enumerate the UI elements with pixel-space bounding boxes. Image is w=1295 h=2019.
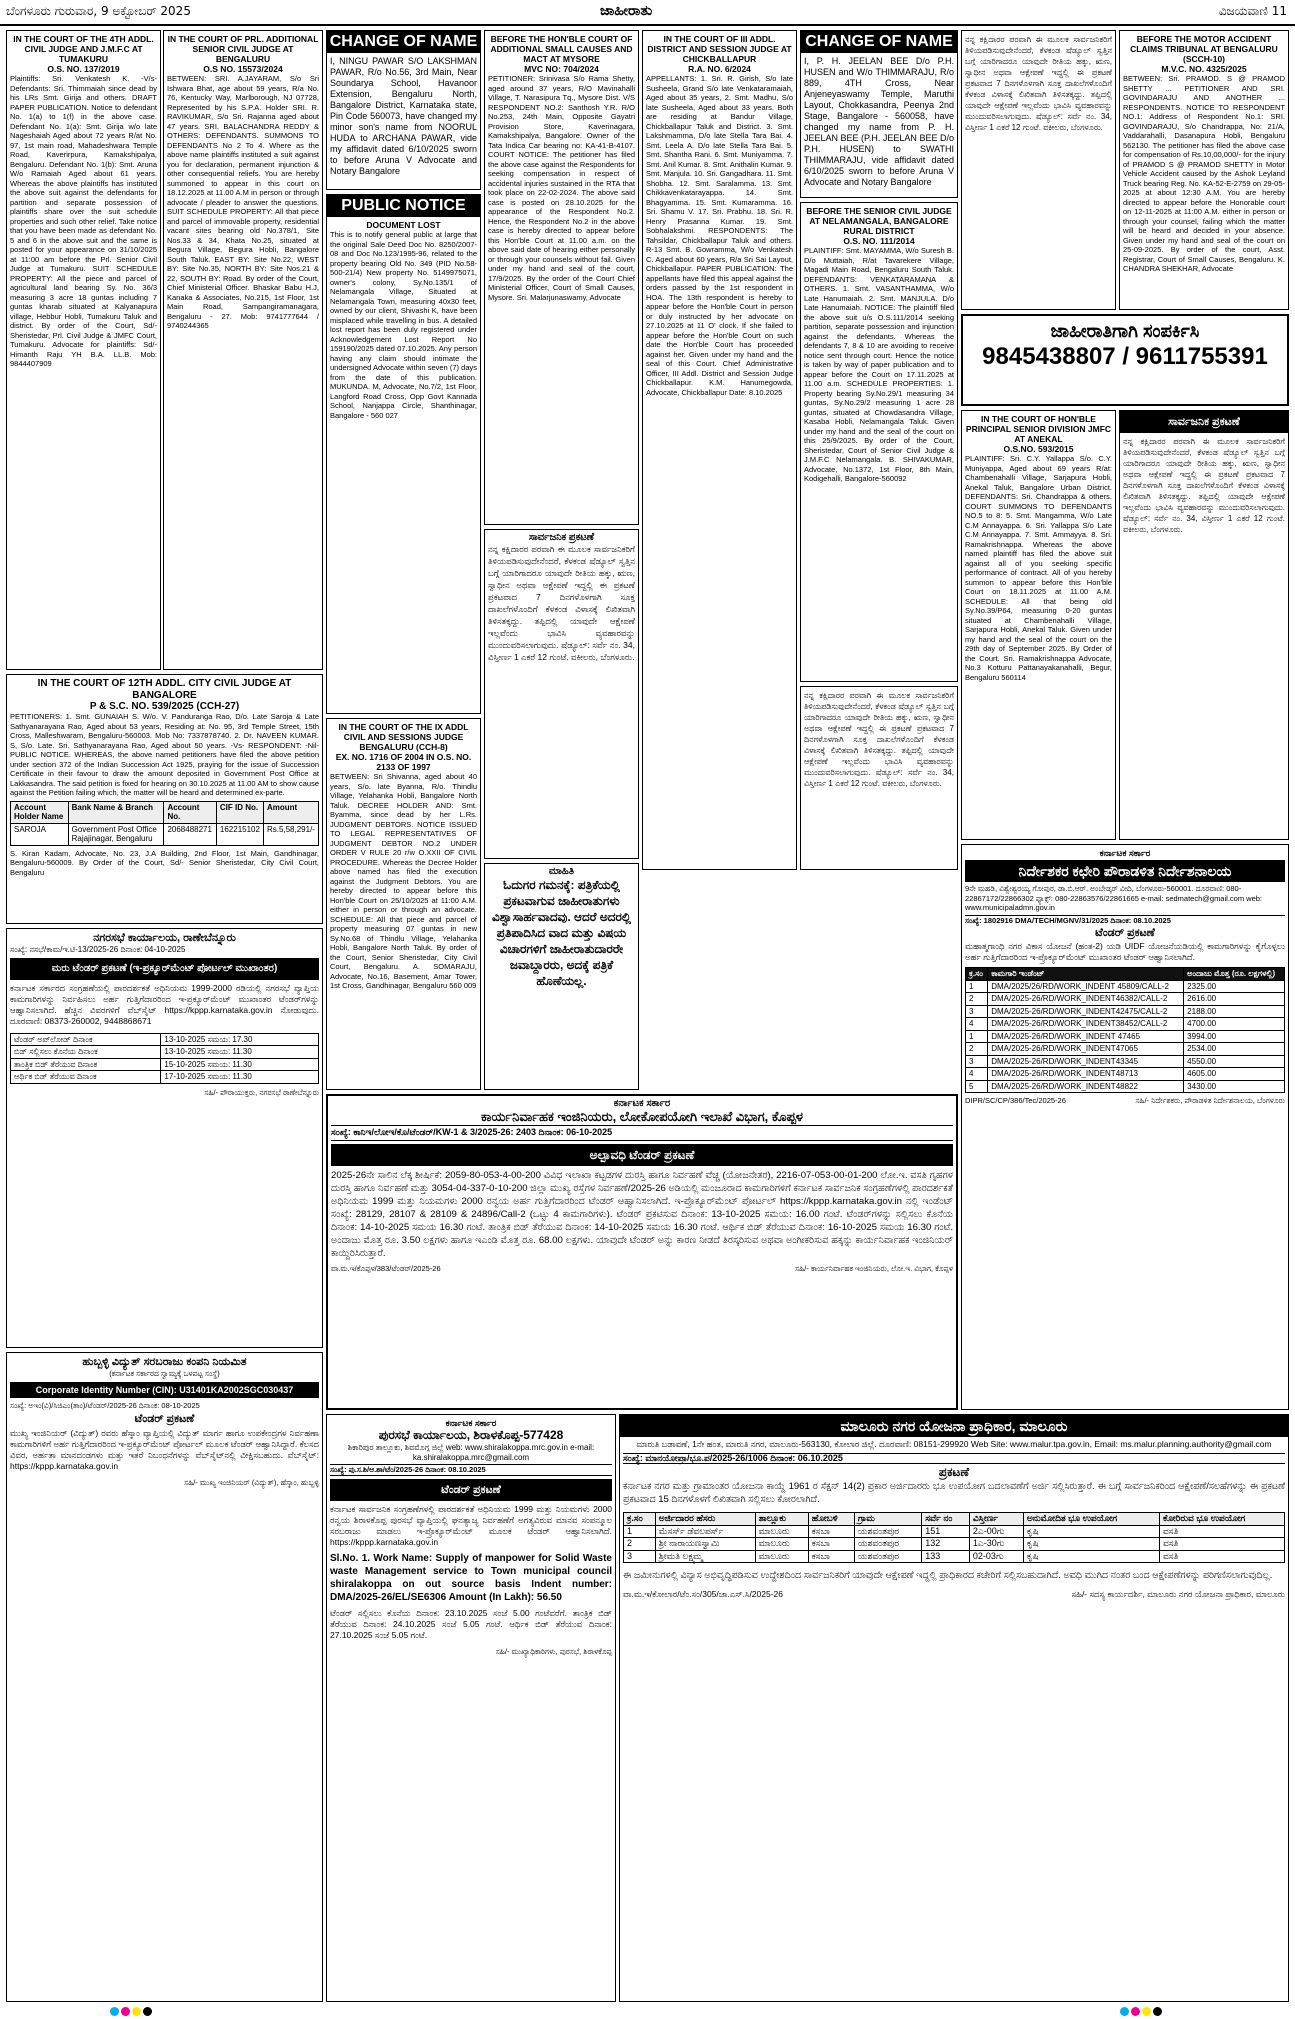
ad-case: MVC NO: 704/2024	[524, 64, 599, 74]
table-cell: 5	[966, 1080, 988, 1093]
advertise-contact-box	[961, 314, 1289, 406]
notice-malur-planning	[619, 1414, 1289, 2002]
ad-title: ಕರ್ನಾಟಕ ಸರ್ಕಾರ	[1099, 848, 1151, 858]
table-cell: ವಸತಿ	[1159, 1538, 1284, 1551]
ad-title: ಮಾಹಿತಿ	[548, 866, 575, 877]
ad-ref: ಸಂಖ್ಯೆ: ಅಇಂ(ವಿ)/ಸಿಜಿಎಂ(ತಾಂ)/ಟೆಂಡರ್/2025-26 ದಿನಾಂಕ: 08-10-2025	[10, 1400, 200, 1410]
table-cell: ಆರ್ಥಿಕ ಬಿಡ್ ತೆರೆಯುವ ದಿನಾಂಕ	[11, 1071, 161, 1084]
ad-body-2: ಈ ಜಮೀನುಗಳಲ್ಲಿ ವಿನ್ಯಾಸ ಅಭಿವೃದ್ಧಿಪಡಿಸುವ ಉದ್ದೇಶದಿಂದ ಸಾರ್ವಜನಿಕರಿಗೆ ಯಾವುದೇ ಆಕ್ಷೇಪಣೆ ಇದ್ದಲ್ಲಿ ಪ್ರಾಧಿಕಾರದ ಕಚೇರಿಗೆ ಸಲ್ಲಿಸಬಹುದಾಗಿದೆ. ಅವಧಿ ಮುಗಿದ ನಂತರ ಬಂದ ಆಕ್ಷೇಪಣೆಗಳನ್ನು ಪರಿಗಣಿಸಲಾಗುವುದಿಲ್ಲ.	[623, 1570, 1273, 1581]
ad-case: O.S.NO. 593/2015	[1003, 444, 1074, 454]
table-cell: 2188.00	[1184, 1005, 1285, 1018]
table-cell: DMA/2025-26/RD/WORK_INDENT48822	[988, 1080, 1184, 1093]
cyan-dot	[1120, 2007, 1129, 2016]
table-header-cell: ಕಾಮಗಾರಿ ಇಂಡೆಂಟ್	[988, 968, 1184, 981]
ad-body: ನನ್ನ ಕಕ್ಷಿದಾರರ ಪರವಾಗಿ ಈ ಮೂಲಕ ಸಾರ್ವಜನಿಕರಿಗೆ ತಿಳಿಯಪಡಿಸುವುದೇನೆಂದರೆ, ಕೆಳಕಂಡ ಷೆಡ್ಯೂಲ್ ಸ್ವತ್ತಿನ ಬಗ್ಗೆ ಯಾರಿಗಾದರೂ ಯಾವುದೇ ರೀತಿಯ ಹಕ್ಕು, ಋಣ, ಸ್ವಾಧೀನ ಅಥವಾ ಆಕ್ಷೇಪಣೆ ಇದ್ದಲ್ಲಿ ಈ ಪ್ರಕಟಣೆ ಪ್ರಕಟವಾದ 7 ದಿನಗಳೊಳಗಾಗಿ ಸೂಕ್ತ ದಾಖಲೆಗಳೊಂದಿಗೆ ಕೆಳಕಂಡ ವಿಳಾಸಕ್ಕೆ ಲಿಖಿತವಾಗಿ ತಿಳಿಸತಕ್ಕದ್ದು. ತಪ್ಪಿದಲ್ಲಿ ಯಾವುದೇ ಆಕ್ಷೇಪಣೆ ಇಲ್ಲವೆಂದು ಭಾವಿಸಿ ವ್ಯವಹಾರವನ್ನು ಮುಂದುವರಿಸಲಾಗುವುದು. ಷೆಡ್ಯೂಲ್: ಸರ್ವೆ ನಂ. 34, ವಿಸ್ತೀರ್ಣ 1 ಎಕರೆ 12 ಗುಂಟೆ. ವಕೀಲರು, ಬೆಂಗಳೂರು.	[1123, 437, 1285, 534]
table-header-cell: Amount	[263, 801, 318, 823]
ad-title: ಜಾಹೀರಾತಿಗಾಗಿ ಸಂಪರ್ಕಿಸಿ	[1050, 321, 1200, 341]
masthead-paper: ವಿಜಯವಾಣಿ 11	[1218, 4, 1287, 18]
ad-title: ಕರ್ನಾಟಕ ಸರ್ಕಾರ	[613, 1098, 671, 1109]
table-cell: 2	[966, 993, 988, 1006]
ad-ref: ಸಂಖ್ಯೆ: ಕಾನಿಇ/ಲೋಇ/ಕೊ/ಟೆಂಡರ್/KW-1 & 3/2025-26: 2403 ದಿನಾಂಕ: 06-10-2025	[331, 1125, 953, 1141]
table-cell: 4	[966, 1068, 988, 1081]
ad-case: P & S.C. NO. 539/2025 (CCH-27)	[89, 701, 240, 712]
account-table	[10, 801, 319, 846]
court-notice-bengaluru	[163, 30, 323, 670]
table-cell: ತಾಂತ್ರಿಕ ಬಿಡ್ ತೆರೆಯುವ ದಿನಾಂಕ	[11, 1058, 161, 1071]
ad-body: ನನ್ನ ಕಕ್ಷಿದಾರರ ಪರವಾಗಿ ಈ ಮೂಲಕ ಸಾರ್ವಜನಿಕರಿಗೆ ತಿಳಿಯಪಡಿಸುವುದೇನೆಂದರೆ, ಕೆಳಕಂಡ ಷೆಡ್ಯೂಲ್ ಸ್ವತ್ತಿನ ಬಗ್ಗೆ ಯಾರಿಗಾದರೂ ಯಾವುದೇ ರೀತಿಯ ಹಕ್ಕು, ಋಣ, ಸ್ವಾಧೀನ ಅಥವಾ ಆಕ್ಷೇಪಣೆ ಇದ್ದಲ್ಲಿ ಈ ಪ್ರಕಟಣೆ ಪ್ರಕಟವಾದ 7 ದಿನಗಳೊಳಗಾಗಿ ಸೂಕ್ತ ದಾಖಲೆಗಳೊಂದಿಗೆ ಕೆಳಕಂಡ ವಿಳಾಸಕ್ಕೆ ಲಿಖಿತವಾಗಿ ತಿಳಿಸತಕ್ಕದ್ದು. ತಪ್ಪಿದಲ್ಲಿ ಯಾವುದೇ ಆಕ್ಷೇಪಣೆ ಇಲ್ಲವೆಂದು ಭಾವಿಸಿ ವ್ಯವಹಾರವನ್ನು ಮುಂದುವರಿಸಲಾಗುವುದು. ಷೆಡ್ಯೂಲ್: ಸರ್ವೆ ನಂ. 34, ವಿಸ್ತೀರ್ಣ 1 ಎಕರೆ 12 ಗುಂಟೆ. ವಕೀಲರು, ಬೆಂಗಳೂರು.	[965, 35, 1112, 132]
ad-address: 9ನೇ ಮಹಡಿ, ವಿಶ್ವೇಶ್ವರಯ್ಯ ಗೋಪುರ, ಡಾ.ಬಿ.ಆರ್. ಅಂಬೇಡ್ಕರ್ ವೀದಿ, ಬೆಂಗಳೂರು-560001. ದೂರವಾಣಿ: 080-22867172/22866302 ಫ್ಯಾಕ್ಸ್: 080-22863576/22861665 e-mail: sedmatech@gmail.com web: www.municipaladmn.gov.in	[965, 884, 1262, 912]
table-cell: DMA/2025-26/RD/WORK_INDENT46382/CALL-2	[988, 993, 1184, 1006]
table-cell: ಯಶವಂತಪುರ	[854, 1550, 921, 1563]
ad-signature: ಸಹಿ/- ಪೌರಾಯುಕ್ತರು, ನಗರಸಭೆ ರಾಣೇಬೆನ್ನೂರು	[204, 1087, 319, 1097]
court-notice-nelamangala	[800, 202, 958, 682]
ad-signature: ಸಹಿ/- ನಿರ್ದೇಶಕರು, ಪೌರಾಡಳಿತ ನಿರ್ದೇಶನಾಲಯ, ಬೆಂಗಳೂರು	[1135, 1096, 1285, 1105]
ad-address: ಶಿಕಾರಿಪುರ ತಾಲ್ಲೂಕು, ಶಿವಮೊಗ್ಗ ಜಿಲ್ಲೆ web: www.shiralakoppa.mrc.gov.in e-mail: ka.shiralakoppa.mrc@gmail.com	[347, 1443, 595, 1462]
table-header-cell: ಅಂದಾಜು ಮೊತ್ತ (ರೂ. ಲಕ್ಷಗಳಲ್ಲಿ)	[1184, 968, 1285, 981]
ad-title: IN THE COURT OF THE IX ADDL CIVIL AND SESSIONS JUDGE BENGALURU (CCH-8)	[338, 722, 469, 752]
table-cell: ಕೃಷಿ	[1023, 1550, 1159, 1563]
ad-body: ನನ್ನ ಕಕ್ಷಿದಾರರ ಪರವಾಗಿ ಈ ಮೂಲಕ ಸಾರ್ವಜನಿಕರಿಗೆ ತಿಳಿಯಪಡಿಸುವುದೇನೆಂದರೆ, ಕೆಳಕಂಡ ಷೆಡ್ಯೂಲ್ ಸ್ವತ್ತಿನ ಬಗ್ಗೆ ಯಾರಿಗಾದರೂ ಯಾವುದೇ ರೀತಿಯ ಹಕ್ಕು, ಋಣ, ಸ್ವಾಧೀನ ಅಥವಾ ಆಕ್ಷೇಪಣೆ ಇದ್ದಲ್ಲಿ ಈ ಪ್ರಕಟಣೆ ಪ್ರಕಟವಾದ 7 ದಿನಗಳೊಳಗಾಗಿ ಸೂಕ್ತ ದಾಖಲೆಗಳೊಂದಿಗೆ ಕೆಳಕಂಡ ವಿಳಾಸಕ್ಕೆ ಲಿಖಿತವಾಗಿ ತಿಳಿಸತಕ್ಕದ್ದು. ತಪ್ಪಿದಲ್ಲಿ ಯಾವುದೇ ಆಕ್ಷೇಪಣೆ ಇಲ್ಲವೆಂದು ಭಾವಿಸಿ ವ್ಯವಹಾರವನ್ನು ಮುಂದುವರಿಸಲಾಗುವುದು. ಷೆಡ್ಯೂಲ್: ಸರ್ವೆ ನಂ. 34, ವಿಸ್ತೀರ್ಣ 1 ಎಕರೆ 12 ಗುಂಟೆ. ವಕೀಲರು, ಬೆಂಗಳೂರು.	[488, 544, 635, 662]
table-cell: 3	[966, 1005, 988, 1018]
tender-hescom	[6, 1352, 323, 2002]
table-cell: ಮಾಲೂರು	[755, 1538, 808, 1551]
table-cell: Rs.5,58,291/-	[263, 823, 318, 845]
table-cell: 3430.00	[1184, 1080, 1285, 1093]
cyan-dot	[110, 2007, 119, 2016]
table-header-cell: ಕ್ರ.ಸಂ	[966, 968, 988, 981]
table-cell: 1ಎ-30ಗು	[969, 1538, 1023, 1551]
print-registration-marks	[0, 2005, 1295, 2019]
ad-body: ಕರ್ನಾಟಕ ಸಾರ್ವಜನಿಕ ಸಂಗ್ರಹಣೆಗಳಲ್ಲಿ ಪಾರದರ್ಶಕತೆ ಅಧಿನಿಯಮ 1999 ಮತ್ತು ನಿಯಮಗಳು 2000 ರನ್ವಯ ಶಿರಾಳಕೊಪ್ಪ ಪುರಸಭೆ ವ್ಯಾಪ್ತಿಯಲ್ಲಿ ಘನತ್ಯಾಜ್ಯ ನಿರ್ವಹಣೆಗೆ ಅಗತ್ಯವಿರುವ ಮಾನವ ಸಂಪನ್ಮೂಲ ಸರಬರಾಜು ಮಾಡಲು ಇ-ಪ್ರೊಕ್ಯೂರ್‌ಮೆಂಟ್ ಮೂಲಕ ಟೆಂಡರ್ ಆಹ್ವಾನಿಸಲಾಗಿದೆ. https://kppp.karnataka.gov.in	[330, 1503, 612, 1547]
table-cell: ಮಾಲೂರು	[755, 1525, 808, 1538]
table-row	[11, 1071, 319, 1084]
court-notice-succession	[6, 674, 323, 924]
ad-heading: ಅಲ್ಪಾವಧಿ ಟೆಂಡರ್ ಪ್ರಕಟಣೆ	[331, 1144, 953, 1166]
table-row	[966, 1055, 1285, 1068]
table-cell: 2325.00	[1184, 980, 1285, 993]
ad-title: IN THE COURT OF PRL. ADDITIONAL SENIOR CIVIL JUDGE AT BENGALURU	[167, 34, 319, 64]
table-cell: 3994.00	[1184, 1030, 1285, 1043]
tender-shiralakoppa	[326, 1414, 616, 2002]
court-notice-anekal	[961, 410, 1116, 840]
table-cell: 4605.00	[1184, 1068, 1285, 1081]
table-header-cell: Account No.	[164, 801, 216, 823]
public-notice-document-lost	[326, 194, 481, 714]
table-cell: 2534.00	[1184, 1043, 1285, 1056]
table-cell: ಯಶವಂತಪುರ	[854, 1525, 921, 1538]
table-row	[966, 1018, 1285, 1031]
table-cell: ಮಾಲೂರು	[755, 1550, 808, 1563]
ad-body: ಮುಖ್ಯ ಇಂಜಿನಿಯರ್ (ವಿದ್ಯುತ್) ರವರು ಹೆಸ್ಕಾಂ ವ್ಯಾಪ್ತಿಯಲ್ಲಿ ವಿದ್ಯುತ್ ಮಾರ್ಗ ಹಾಗೂ ಉಪಕೇಂದ್ರಗಳ ನಿರ್ವಹಣಾ ಕಾಮಗಾರಿಗಳಿಗೆ ಅರ್ಹ ಗುತ್ತಿಗೆದಾರರಿಂದ ಇ-ಪ್ರಕ್ಯೂರ್‌ಮೆಂಟ್ ಪೋರ್ಟಲ್ ಮೂಲಕ ಟೆಂಡರ್ ಆಹ್ವಾನಿಸಿದ್ದಾರೆ. ಕೆಲಸದ ವಿವರ, ಅರ್ಹತಾ ಮಾನದಂಡಗಳು ಮತ್ತು ಇತರೆ ನಿಬಂಧನೆಗಳನ್ನು ವೆಬ್‌ಸೈಟ್‌ನಲ್ಲಿ ವೀಕ್ಷಿಸಬಹುದು. ವೆಬ್‌ಸೈಟ್: https://kppp.karnataka.gov.in	[10, 1428, 319, 1471]
table-row	[966, 1080, 1285, 1093]
table-row	[966, 1068, 1285, 1081]
ad-ref: ಸಂಖ್ಯೆ: ಪು.ಸ.ಶಿ/ಆ.ಶಾ/ಟೆಂ/2025-26 ದಿನಾಂಕ: 08.10.2025	[330, 1464, 612, 1476]
table-row	[624, 1538, 1285, 1551]
ad-body: BETWEEN: SRI. A.JAYARAM, S/o Sri Ishwara Bhat, age about 59 years, R/a No. 76, Kentucky Way, Marlborough, NJ 07728, Represented by his S.P.A. Holder SRI. R. RAVIKUMAR, S/o Sri. Rajanna aged about 47 years. SRI. BALACHANDRA REDDY & OTHERS: DEFENDANTS. SUMMONS TO DEFENDANTS No 2 To 4. Where as the above name plaintiffs instituted a suit against you for declaration, permanent injunction & other consequential reliefs. You are hereby summoned to appear in this court on 18.12.2025 at 11.00 A.M in person or through advocate / pleader to answer the questions. SUIT SCHEDULE PROPERTY: All that piece and parcel of immovable property, residential vacant sites bearing old No.378/1, Site Nos.33 & 34, Khata No.25, situated at Begura Village, Begura Hobli, Bangalore South Taluk. EAST BY: Site No.22, WEST BY: Site No.35, NORTH BY: Site Nos.21 & 22, SOUTH BY: Road. By order of the Court, Chief Ministerial Officer. Bhaskar Babu H.J, Kanaka & Associates, No.215, 1st Floor, 1st Main Road, Sampangiramanagara, Bengaluru - 27. Mob: 9741777644 / 9740244365	[167, 74, 319, 330]
ad-ref: ಸಂಖ್ಯೆ: ನಸಭೆ/ಕಾಮ/ಇ.ಟಿ-13/2025-26 ದಿನಾಂಕ: 04-10-2025	[10, 945, 186, 954]
ad-body: 2025-26ನೇ ಸಾಲಿನ ಲೆಕ್ಕ ಶೀರ್ಷಿಕೆ: 2059-80-053-4-00-200 ವಿವಿಧ ಇಲಾಖಾ ಕಟ್ಟಡಗಳ ದುರಸ್ತಿ ಹಾಗೂ ನಿರ್ವಹಣೆ ವೆಚ್ಚ (ಯೋಜನೇತರ), 2216-07-053-00-01-200 ಲೋ.ಇ. ವಸತಿ ಗೃಹಗಳ ದುರಸ್ತಿ ಹಾಗೂ ನಿರ್ವಹಣೆ ಮತ್ತು 3054-04-337-0-10-200 ಜಿಲ್ಲಾ ಮುಖ್ಯ ರಸ್ತೆಗಳ ನಿರ್ವಹಣೆ/2025-26 ಅಡಿಯಲ್ಲಿ ಮಂಜೂರಾದ ಕಾಮಗಾರಿಗಳಿಗೆ ಕರ್ನಾಟಕ ಸಾರ್ವಜನಿಕ ಸಂಗ್ರಹಣೆಗಳಲ್ಲಿ ಪಾರದರ್ಶಕತೆ ಅಧಿನಿಯಮ 1999 ಮತ್ತು ನಿಯಮಗಳು 2000 ರನ್ವಯ ಅರ್ಹ ಗುತ್ತಿಗೆದಾರರಿಂದ ಟೆಂಡರ್ ಆಹ್ವಾನಿಸಲಾಗಿದೆ. ಇ-ಪ್ರೊಕ್ಯೂರ್‌ಮೆಂಟ್ ಪೋರ್ಟಲ್ https://kppp.karnataka.gov.in ನಲ್ಲಿ ಇಂಡೆಂಟ್ ಸಂಖ್ಯೆ: 28129, 28107 & 28109 & 24896/Call-2 (ಒಟ್ಟು 4 ಕಾಮಗಾರಿಗಳು). ಟೆಂಡರ್ ಪ್ರಕಟಿಸುವ ದಿನಾಂಕ: 13-10-2025 ಸಮಯ: 16.00 ಗಂಟೆ. ಟೆಂಡರ್‌ಗಳನ್ನು ಸಲ್ಲಿಸಲು ಕೊನೆಯ ದಿನಾಂಕ: 14-10-2025 ಸಮಯ 16.30 ಗಂಟೆ. ತಾಂತ್ರಿಕ ಬಿಡ್ ತೆರೆಯುವ ದಿನಾಂಕ: 14-10-2025 ಸಮಯ 16.30 ಗಂಟೆ. ಆರ್ಥಿಕ ಬಿಡ್ ತೆರೆಯುವ ದಿನಾಂಕ: 16-10-2025 ಸಮಯ 16.30 ಗಂಟೆ. ಅಂದಾಜು ಮೊತ್ತ ರೂ. 3.50 ಲಕ್ಷಗಳು ಹಾಗೂ ಇಎಂಡಿ ಮೊತ್ತ ರೂ. 68.00 ಲಕ್ಷಗಳು. ಯಾವುದೇ ಟೆಂಡರ್ ಅನ್ನು ಕಾರಣ ನೀಡದೆ ತಿರಸ್ಕರಿಸುವ ಅಥವಾ ಅಂಗೀಕರಿಸುವ ಹಕ್ಕನ್ನು ಕಾರ್ಯನಿರ್ವಾಹಕ ಇಂಜಿನಿಯರ್ ಕಾಯ್ದಿರಿಸಿರುತ್ತಾರೆ.	[331, 1169, 953, 1259]
ad-signature: S. Kiran Kadam, Advocate, No. 23, J.A Building, 2nd Floor, 1st Main, Gandhinagar, Bengaluru-560009. By Order of the Court, Sd/- Senior Sheristedar, City Civil Court, Bengaluru	[10, 848, 319, 877]
ad-case: M.V.C. NO. 4325/2025	[1161, 64, 1247, 74]
change-of-name-2	[800, 30, 958, 198]
table-cell: ಬಿಡ್ ಸಲ್ಲಿಸಲು ಕೊನೆಯ ದಿನಾಂಕ	[11, 1046, 161, 1059]
court-notice-chickballapur	[642, 30, 797, 870]
tender-dates-table	[10, 1033, 319, 1084]
mvc-notice-mysore	[484, 30, 639, 525]
ad-title: IN THE COURT OF HON'BLE PRINCIPAL SENIOR DIVISION JMFC AT ANEKAL	[965, 414, 1112, 444]
ad-body: ಮಹಾತ್ಮಗಾಂಧಿ ನಗರ ವಿಕಾಸ ಯೋಜನೆ (ಹಂತ-2) ಯಡಿ UIDF ಯೋಜನೆಯಡಿಯಲ್ಲಿ ಕಾಮಗಾರಿಗಳನ್ನು ಕೈಗೊಳ್ಳಲು ಅರ್ಹ ಗುತ್ತಿಗೆದಾರರಿಂದ ಇ-ಪ್ರೊಕ್ಯೂರ್‌ಮೆಂಟ್ ಮುಖಾಂತರ ಟೆಂಡರ್ ಆಹ್ವಾನಿಸಲಾಗಿದೆ.	[965, 941, 1285, 962]
table-header-cell: ಕೋರಿರುವ ಭೂ ಉಪಯೋಗ	[1159, 1513, 1284, 1526]
ad-title: ಕರ್ನಾಟಕ ಸರ್ಕಾರ	[445, 1418, 497, 1428]
black-dot	[1153, 2007, 1162, 2016]
table-cell: 1	[966, 980, 988, 993]
table-cell: ಕಸಬಾ	[808, 1538, 854, 1551]
ad-title: PUBLIC NOTICE	[327, 195, 480, 217]
ad-title: IN THE COURT OF 12TH ADDL. CITY CIVIL JUDGE AT BANGALORE	[37, 678, 292, 701]
table-cell: 15-10-2025 ಸಮಯ: 11.30	[161, 1058, 319, 1071]
table-row	[11, 1046, 319, 1059]
ad-heading: ಟೆಂಡರ್ ಪ್ರಕಟಣೆ	[330, 1479, 612, 1501]
ad-body: Plaintiffs: Sri. Venkatesh K. -V/s- Defendants: Sri. Thimmaiah since dead by his LRs Smt. Girija and others. DRAFT PAPER PUBLICATION. Notice to defendant No. 1(a) to 1(f) in the above case. Defendant No. 1(a): Smt. Girija w/o late Nageshaiah Aged about 72 years R/at No. 97, 1st main road, Mahadeshwara Temple Road, Kaverirpura, Kamakshipalya, Bengaluru. Defendant No. 1(b): Smt. Aruna W/o Ramaiah Aged about 61 years. Whereas the above plaintiffs has instituted the above suit against the defendants for partition and separate possession of plaintiffs share over the suit schedule properties and such other relief. Take notice that you have been made as defendant No. 5 and 6 in the above suit and the same is posted for your appearance on 31/10/2025 at 11:00 am before the Prl. Senior Civil Judge at Tumakuru. SUIT SCHEDULE PROPERTY: All the piece and parcel of agricultural land bearing Sy. No. 36/3 measuring 3 acre 18 guntas including 7 guntas kharab situated at Kalyanapura village, Hebbur Hobli, Tumakuru Taluk and district. By order of the Court, Sd/- Sheristedar, Prl. Civil Judge & JMFC Court, Tumakuru. Advocate for plaintiffs: Sd/- Himanth Raju YH B.A. LL.B. Mob: 9844407909	[10, 74, 157, 368]
ad-body: ಓದುಗರ ಗಮನಕ್ಕೆ: ಪತ್ರಿಕೆಯಲ್ಲಿ ಪ್ರಕಟವಾಗುವ ಜಾಹೀರಾತುಗಳು ವಿಶ್ವಾಸಾರ್ಹವಾದವು. ಆದರೆ ಅದರಲ್ಲಿ ಪ್ರತಿಪಾದಿಸಿದ ವಾದ ಮತ್ತು ವಿಷಯ ವಿಚಾರಗಳಿಗೆ ಜಾಹೀರಾತುದಾರರೇ ಜವಾಬ್ದಾರರು, ಅದಕ್ಕೆ ಪತ್ರಿಕೆ ಹೊಣೆಯಲ್ಲ.	[492, 878, 631, 988]
table-cell: 13-10-2025 ಸಮಯ: 11.30	[161, 1046, 319, 1059]
land-use-table	[623, 1512, 1285, 1563]
table-header-cell: ಗ್ರಾಮ	[854, 1513, 921, 1526]
ad-body: PLAINTIFF: Smt. MAYAMMA, W/o Suresh B. D/o Muttaiah, R/at Tavarekere Village, Magadi Main Road, Bengaluru South Taluk. DEFENDANTS: VENKATARAMANA & OTHERS. 1. Smt. VASANTHAMMA, W/o Late Hanumaiah. 2. Smt. MANJULA. D/o Late Hanumaiah. NOTICE: The plaintiff filed the above suit u/s O.S.111/2014 seeking partition, separate possession and injunction against the defendants. Whereas the defendants 7, 8 & 10 are avoiding to receive notice sent through court. Hence the notice is taken by way of paper publication and to appear before the Court on 17.11.2025 at 11.00 a.m. SCHEDULE PROPERTIES: 1. Property bearing Sy.No.29/1 measuring 34 guntas, Sy.No.29/2 measuring 1 acre 28 guntas, situated at Chowdasandra Village, Kasaba Hobli, Nelamangala Taluk. Given under my hand and the seal of the court on this 25/9/2025. By order of the Court, Sheristedar, Court of Senior Civil Judge & J.M.F.C Nelamangala. B. SHIVAKUMAR, Advocate, No.1372, 1st Floor, 8th Main, Kodigehalli, Bangalore-560092	[804, 246, 954, 483]
table-cell: ಕಸಬಾ	[808, 1550, 854, 1563]
ad-subtitle: ನಿರ್ದೇಶಕರ ಕಛೇರಿ ಪೌರಾಡಳಿತ ನಿರ್ದೇಶನಾಲಯ	[965, 860, 1285, 882]
ad-body: ನನ್ನ ಕಕ್ಷಿದಾರರ ಪರವಾಗಿ ಈ ಮೂಲಕ ಸಾರ್ವಜನಿಕರಿಗೆ ತಿಳಿಯಪಡಿಸುವುದೇನೆಂದರೆ, ಕೆಳಕಂಡ ಷೆಡ್ಯೂಲ್ ಸ್ವತ್ತಿನ ಬಗ್ಗೆ ಯಾರಿಗಾದರೂ ಯಾವುದೇ ರೀತಿಯ ಹಕ್ಕು, ಋಣ, ಸ್ವಾಧೀನ ಅಥವಾ ಆಕ್ಷೇಪಣೆ ಇದ್ದಲ್ಲಿ ಈ ಪ್ರಕಟಣೆ ಪ್ರಕಟವಾದ 7 ದಿನಗಳೊಳಗಾಗಿ ಸೂಕ್ತ ದಾಖಲೆಗಳೊಂದಿಗೆ ಕೆಳಕಂಡ ವಿಳಾಸಕ್ಕೆ ಲಿಖಿತವಾಗಿ ತಿಳಿಸತಕ್ಕದ್ದು. ತಪ್ಪಿದಲ್ಲಿ ಯಾವುದೇ ಆಕ್ಷೇಪಣೆ ಇಲ್ಲವೆಂದು ಭಾವಿಸಿ ವ್ಯವಹಾರವನ್ನು ಮುಂದುವರಿಸಲಾಗುವುದು. ಷೆಡ್ಯೂಲ್: ಸರ್ವೆ ನಂ. 34, ವಿಸ್ತೀರ್ಣ 1 ಎಕರೆ 12 ಗುಂಟೆ. ವಕೀಲರು, ಬೆಂಗಳೂರು.	[804, 691, 954, 788]
table-cell: ಕೃಷಿ	[1023, 1525, 1159, 1538]
table-cell: 4700.00	[1184, 1018, 1285, 1031]
table-header-cell: ಸರ್ವೆ ನಂ	[922, 1513, 970, 1526]
ad-heading: ಟೆಂಡರ್ ಪ್ರಕಟಣೆ	[134, 1413, 195, 1425]
kannada-notice-2	[800, 686, 958, 870]
table-cell: ಯಶವಂತಪುರ	[854, 1538, 921, 1551]
tender-ranebennur	[6, 928, 323, 1348]
table-row	[624, 1525, 1285, 1538]
ad-case: O.S NO. 15573/2024	[203, 64, 283, 74]
ad-title: CHANGE OF NAME	[801, 31, 957, 53]
table-cell: DMA/2025-26/RD/WORK_INDENT43345	[988, 1055, 1184, 1068]
table-header-cell: Bank Name & Branch	[68, 801, 164, 823]
ad-subtitle: ಪುರಸಭೆ ಕಾರ್ಯಾಲಯ, ಶಿರಾಳಕೊಪ್ಪ-577428	[378, 1428, 564, 1442]
ad-dates: ಟೆಂಡರ್ ಸಲ್ಲಿಸಲು ಕೊನೆಯ ದಿನಾಂಕ: 23.10.2025 ಸಂಜೆ 5.00 ಗಂಟೆವರೆಗೆ. ತಾಂತ್ರಿಕ ಬಿಡ್ ತೆರೆಯುವ ದಿನಾಂಕ: 24.10.2025 ಸಂಜೆ 5.05 ಗಂಟೆ. ಆರ್ಥಿಕ ಬಿಡ್ ತೆರೆಯುವ ದಿನಾಂಕ: 27.10.2025 ಸಂಜೆ 5.05 ಗಂಟೆ.	[330, 1607, 612, 1640]
table-header-cell: CIF ID No.	[216, 801, 263, 823]
yellow-dot	[132, 2007, 141, 2016]
ad-title: ಹುಬ್ಬಳ್ಳಿ ವಿದ್ಯುತ್ ಸರಬರಾಜು ಕಂಪನಿ ನಿಯಮಿತ	[82, 1356, 247, 1368]
ad-subtitle: DOCUMENT LOST	[366, 220, 441, 230]
magenta-dot	[1131, 2007, 1140, 2016]
table-cell: ಟೆಂಡರ್ ಅಪ್‌ಲೋಡ್ ದಿನಾಂಕ	[11, 1033, 161, 1046]
ad-heading: ಟೆಂಡರ್ ಪ್ರಕಟಣೆ	[1095, 927, 1155, 939]
table-cell: 4	[966, 1018, 988, 1031]
ad-body: APPELLANTS: 1. Sri. R. Girish, S/o late Susheela, Grand S/o late Venkataramaiah, Aged about 35 years, 2. Smt. Madhu, S/o late Susheela, Aged about 33 years. Both are residing at Bandur Village, Chickballapur Taluk and District. 3. Smt. Lakshmamma, D/o late Stella Tara Bai. 4. Smt. Leela A. D/o late Stella Tara Bai. 5. Smt. Shantha Rani. 6. Smt. Muniyamma. 7. Smt. Anil Kumar. 8. Smt. Anithalin Kumar. 9. Smt. Manjula. 10. Sri. Gangadhara. 11. Smt. Shobha. 12. Smt. Saralamma. 13. Smt. Chikkavenkatarayappa. 14. Smt. Bhagyamma. 15. Smt. Kumaramma. 16. Sri. Shamu V. 17. Sri. Prabhu. 18. Sri. R. Henry Prasanna Kumar. 19. Smt. Sobhalakshmi. RESPONDENTS: The Tahsildar, Chickballapur Taluk and others. R-13 Smt. B. Gowramma, W/o Venkatesh C. Aged about 60 years, R/a Sri Sai Layout, Chickballapur. PAPER PUBLICATION: The appellants have filed this appeal against the orders passed by the 1st respondent in HOA. The 13th respondent is hereby to appear before the Hon'ble Court in person or duly instructed by her advocate on 27.10.2025 at 11 O' clock. If she failed to appear before the Hon'ble Court on such date the Hon'ble Court has proceeded against her. Given under my hand and the seal of this Court. Chief Administrative Officer, III Addl. District and Session Judge Chickballapur. K.M. Hanumegowda, Advocate, Chickballapur Date: 8.10.2025	[646, 74, 794, 397]
table-header-cell: ಹೋಬಳಿ	[808, 1513, 854, 1526]
table-row	[11, 1033, 319, 1046]
ad-title: BEFORE THE MOTOR ACCIDENT CLAIMS TRIBUNAL AT BENGALURU (SCCH-10)	[1130, 34, 1278, 64]
ad-title: CHANGE OF NAME	[327, 31, 480, 53]
ad-case: O.S. NO. 111/2014	[843, 236, 915, 246]
ad-cin: Corporate Identity Number (CIN): U31401KA2002SGC030437	[10, 1382, 319, 1398]
ad-heading: ಪ್ರಕಟಣೆ	[938, 1465, 970, 1479]
table-cell: DMA/2025-26/RD/WORK_INDENT38452/CALL-2	[988, 1018, 1184, 1031]
ad-body: PETITIONERS: 1. Smt. GUNAIAH S. W/o. V. Panduranga Rao, D/o. Late Saroja & Late Sathyanarayana Rao, Aged about 53 years, Residing at: No. 95, 3rd Temple Street, 15th Cross, Malleshwaram, Bengaluru-560003. Mob No: 7337878740. 2. Dr. NAVEEN KUMAR. S, S/o. Late. Sri. Sathyanarayana Rao, Aged about 50 years. -Vs- RESPONDENT: -Nil- PUBLIC NOTICE. WHEREAS, the above named petitioners have filed the above petition under section 372 of the Indian Succession Act 1925, praying for the issue of Succession Certificate in their favour to draw the amount deposited in Government Post Office at Lakkasandra. The said petition is fixed for hearing on 30.10.2025 at 11.00 AM to show cause against the Petition failing which, the matter will be heard and determined ex-parte.	[10, 712, 319, 797]
advertise-phone: 9845438807 / 9611755391	[982, 343, 1268, 370]
ad-title: ಸಾರ್ವಜನಿಕ ಪ್ರಕಟಣೆ	[1120, 411, 1288, 433]
table-cell: ಮೆಸರ್ಸ್ ಡೆವಲಪರ್ಸ್	[655, 1525, 755, 1538]
court-notice-tumakuru	[6, 30, 161, 670]
masthead-section: ಜಾಹೀರಾತು	[600, 3, 653, 19]
table-cell: DMA/2025-26/RD/WORK_INDENT47065	[988, 1043, 1184, 1056]
table-cell: DMA/2025-26/RD/WORK_INDENT48713	[988, 1068, 1184, 1081]
table-cell: 132	[922, 1538, 970, 1551]
table-cell: ವಸತಿ	[1159, 1525, 1284, 1538]
ad-ref-bottom: ವಾ.ಮ.ಇ/ಕೊಪ್ಪಳ/383/ಟೆಂಡರ್/2025-26	[331, 1263, 441, 1273]
table-cell: 2068488271	[164, 823, 216, 845]
ad-signature: ಸಹಿ/- ಕಾರ್ಯನಿರ್ವಾಹಕ ಇಂಜಿನಿಯರು, ಲೋ.ಇ. ವಿಭಾಗ, ಕೊಪ್ಪಳ	[795, 1263, 953, 1273]
table-row	[11, 823, 319, 845]
ad-title: BEFORE THE HON'BLE COURT OF ADDITIONAL SMALL CAUSES AND MACT AT MYSORE	[490, 34, 633, 64]
ad-case: EX. NO. 1716 OF 2004 IN O.S. NO. 2133 OF 1997	[335, 752, 472, 772]
ad-ref-bottom: DIPR/SC/CP/386/Tec/2025-26	[965, 1096, 1066, 1105]
ad-case: R.A. NO. 6/2024	[688, 64, 751, 74]
table-row	[966, 1005, 1285, 1018]
ad-title: BEFORE THE SENIOR CIVIL JUDGE AT NELAMANGALA, BANGALORE RURAL DISTRICT	[806, 206, 952, 236]
ad-body: This is to notify general public at large that the original Sale Deed Doc No. 8250/2007-08 and Doc No.123/1995-96, related to the property bearing Old No. 349 (PID No.58-500-21/4) New property No. 5149975071, owner's colony, Sy.No.135/1 of Nelamangala Village, Situated at Nelamangala Town, measuring 40x30 feet, owned by our client, Shivashi K, have been misplaced while travelling in bus. A detailed lost report has been duly registered under Acknowledgement Lost Report No 159190/2025 dated 07.10.2025. Any person having any claim should intimate the undersigned Advocate within seven (7) days from the date of this publication. MUKUNDA. M, Advocate, No.7/2, 1st Floor, Langford Road Cross, Opp Govt Kannada School, Nanjappa Circle, Shanthinagar, Bangalore - 560 027	[330, 230, 477, 420]
table-header-cell: ತಾಲ್ಲೂಕು	[755, 1513, 808, 1526]
ad-title: IN THE COURT OF THE 4TH ADDL. CIVIL JUDGE AND J.M.F.C AT TUMAKURU	[13, 34, 154, 64]
table-cell: 162215102	[216, 823, 263, 845]
tender-dma	[961, 844, 1289, 1410]
table-cell: 1	[624, 1525, 656, 1538]
kannada-notice-3	[961, 30, 1116, 310]
table-cell: 3	[966, 1055, 988, 1068]
table-cell: 151	[922, 1525, 970, 1538]
kannada-public-notice	[484, 529, 639, 859]
table-cell: ಕಸಬಾ	[808, 1525, 854, 1538]
ad-title: ಮಾಲೂರು ನಗರ ಯೋಜನಾ ಪ್ರಾಧಿಕಾರ, ಮಾಲೂರು	[620, 1415, 1288, 1437]
table-row	[11, 1058, 319, 1071]
mact-notice-bengaluru	[1119, 30, 1289, 310]
table-cell: 4550.00	[1184, 1055, 1285, 1068]
table-row	[624, 1550, 1285, 1563]
table-row	[966, 1030, 1285, 1043]
ad-body: PLAINTIFF: Sri. C.Y. Yallappa S/o. C.Y. Muniyappa, Aged about 69 years R/at: Chambenahalli Village, Sarjapura Hobli, Anekal Taluk, Bangalore Urban District. DEFENDANTS: Sri. Chandrappa & others. COURT SUMMONS TO DEFENDANTS NO.5 to 8: 5. Smt. Mangamma, W/o Late C.M Annayappa. 6. Sri. Yallappa S/o Late C.M Annayappa. 7. Smt. Ammayya. 8. Sri. Ramakrishnappa. Whereas the above named plaintiff has filed the above suit against all of you seeking specific performance of contract. All of you hereby summon to appear before this Hon'ble Court on 18.11.2025 at 11.00 A.M. SCHEDULE: All that being old Sy.No.39/P64, measuring 0-20 guntas situated at Chambenahalli Village, Sarjapura Hobli, Anekal Taluk. Given under my hand and the seal of the court on the 29th day of September 2025. By Order of the Court. Sri. Ramakrishnappa Advocate, No.3 Kotturu Pattanayakanahalli, Begur, Bengaluru 560114	[965, 454, 1112, 682]
table-row	[966, 993, 1285, 1006]
table-header-cell: ಕ್ರ.ಸಂ	[624, 1513, 656, 1526]
ad-ref: ಸಂಖ್ಯೆ: 1802916 DMA/TECH/MGNV/31/2025 ದಿನಾಂಕ: 08.10.2025	[965, 915, 1285, 926]
ad-body: I, P. H. JEELAN BEE D/o P.H. HUSEN and W/o THIMMARAJU, R/o 889, 4TH Cross, Near Anjeneyaswamy Temple, Maruthi Layout, Chokkasandra, Peenya 2nd Stage, Bangalore - 560058, have changed my name from P. H. JEELAN BEE (P.H. JEELAN BEE D/o P.H. HUSEN) to SWATHI THIMMARAJU, vide affidavit dated 6/10/2025 sworn to before Aruna V Advocate and Notary Bangalore	[804, 56, 954, 187]
table-header-cell: ಅನುಮೋದಿತ ಭೂ ಉಪಯೋಗ	[1023, 1513, 1159, 1526]
court-notice-execution	[326, 718, 481, 1090]
black-dot	[143, 2007, 152, 2016]
ad-body: PETITIONER: Srinivasa S/o Rama Shetty, aged around 37 years, R/O Mavinahalli Village, T. Narasipura Tq., Mysore Dist. V/S RESPONDENT NO.2: Santhosh Y.R. R/O No.253, 24th Main, Opposite Gayatri Provision Store, Kaverinagara, Kamakshipalya, Bangalore. Owner of the Tata Indica Car bearing no: KA-41-B-4107. COURT NOTICE: The petitioner has filed the above case against the Respondents for seeking compensation in respect of accidental injuries sustained in the RTA that took place on 22-02-2024. The above said case is posted on 28.10.2025 for the appearance of the Respondent No.2. Hence, the Respondent No.2 in the above case is hereby directed to appear before this Hon'ble Court at 11.00 a.m. on the above said date of hearing either personally or through your counsels without fail. Given under my hand and seal of the court, 17/9/2025. By the order of the Court Chief Ministerial Officer, Court of Small Causes, Mysore. Sri. Malarjunaswamy, Advocate	[488, 74, 635, 302]
table-cell: Government Post Office Rajajinagar, Bengaluru	[68, 823, 164, 845]
table-cell: ವಸತಿ	[1159, 1550, 1284, 1563]
table-header-cell: Account Holder Name	[11, 801, 69, 823]
table-cell: DMA/2025-26/RD/WORK_INDENT 47465	[988, 1030, 1184, 1043]
ad-body: I, NINGU PAWAR S/O LAKSHMAN PAWAR, R/o No.56, 3rd Main, Near Soundarya School, Havanoor Extension, Bengaluru North, Bangalore District, Karnataka state, Pin Code 560073, have changed my minor son's name from NOORUL HUDA to ARCHANA PAWAR, vide my affidavit dated 6/10/2025 sworn to before Aruna V Advocate and Notary Bangalore	[330, 56, 477, 176]
ad-title: IN THE COURT OF III ADDL. DISTRICT AND SESSION JUDGE AT CHICKBALLAPUR	[647, 34, 792, 64]
table-header-cell: ಅರ್ಜಿದಾರರ ಹೆಸರು	[655, 1513, 755, 1526]
ad-title: ನಗರಸಭೆ ಕಾರ್ಯಾಲಯ, ರಾಣೇಬೆನ್ನೂರು	[93, 932, 236, 944]
ad-work: Sl.No. 1. Work Name: Supply of manpower for Solid Waste waste Management service to Town municipal council shiralakoppa on out source basis Indent number: DMA/2025-26/EL/SE6306 Amount (In Lakh): 56.50	[330, 1552, 612, 1603]
ad-ref: ಸಂಖ್ಯೆ: ಮಾನಯೋಪ್ರಾ/ಭೂ.ಪ/2025-26/1006 ದಿನಾಂಕ: 06.10.2025	[623, 1453, 1285, 1465]
ad-signature: ಸಹಿ/- ಮುಖ್ಯ ಇಂಜಿನಿಯರ್ (ವಿದ್ಯುತ್), ಹೆಸ್ಕಾಂ, ಹುಬ್ಬಳ್ಳಿ	[184, 1478, 319, 1487]
table-header-cell: ವಿಸ್ತೀರ್ಣ	[969, 1513, 1023, 1526]
ad-title: ಸಾರ್ವಜನಿಕ ಪ್ರಕಟಣೆ	[528, 532, 595, 543]
ad-body: ಕರ್ನಾಟಕ ನಗರ ಮತ್ತು ಗ್ರಾಮಾಂತರ ಯೋಜನಾ ಕಾಯ್ದೆ 1961 ರ ಸೆಕ್ಷನ್ 14(2) ಪ್ರಕಾರ ಅರ್ಜಿದಾರರು ಭೂ ಉಪಯೋಗ ಬದಲಾವಣೆಗೆ ಅರ್ಜಿ ಸಲ್ಲಿಸಿರುತ್ತಾರೆ. ಈ ಬಗ್ಗೆ ಸಾರ್ವಜನಿಕರಿಂದ ಆಕ್ಷೇಪಣೆ/ಸಲಹೆಗಳನ್ನು ಈ ಪ್ರಕಟಣೆ ಪ್ರಕಟವಾದ 15 ದಿನಗಳೊಳಗೆ ಲಿಖಿತವಾಗಿ ಸಲ್ಲಿಸಲು ಕೋರಲಾಗಿದೆ.	[623, 1481, 1285, 1505]
table-cell: 2	[624, 1538, 656, 1551]
ad-case: O.S. NO. 137/2019	[47, 64, 120, 74]
table-cell: 133	[922, 1550, 970, 1563]
ad-signature: ಸಹಿ/- ಸದಸ್ಯ ಕಾರ್ಯದರ್ಶಿ, ಮಾಲೂರು ನಗರ ಯೋಜನಾ ಪ್ರಾಧಿಕಾರ, ಮಾಲೂರು	[1071, 1589, 1285, 1599]
ad-ref-bottom: ವಾ.ಮ.ಇ/ಕೋಲಾರ/ಟೆಂ.ಸಂ/305/ಜಾ.ಎಸ್.ಸಿ/2025-26	[623, 1589, 784, 1599]
table-cell: 3	[624, 1550, 656, 1563]
ad-signature: ಸಹಿ/- ಮುಖ್ಯಾಧಿಕಾರಿಗಳು, ಪುರಸಭೆ, ಶಿರಾಳಕೊಪ್ಪ	[495, 1646, 612, 1656]
ad-body: BETWEEN: Sri Shivanna, aged about 40 years, S/o. late Byanna, R/o. Thindlu Village, Yelahanka Hobli, Bangalore North Taluk. DECREE HOLDER AND: Smt. Byamma, since dead by her L.Rs. JUDGMENT DEBTORS. NOTICE ISSUED TO LEGAL REPRESENTATIVES OF JUDGMENT DEBTOR NO.2 UNDER ORDER V RULE 20 r/w O.XXII OF CIVIL PROCEDURE. Whereas the Decree Holder above named has filed the execution against the Judgment Debtors. You are hereby directed to appear before this Hon'ble Court on 25/10/2025 at 11:00 A.M. either in person or through an advocate. SCHEDULE: All that piece and parcel of property measuring 07 guntas in new Sy.No.68 of Thindlu Village, Yelahanka Hobli, Bangalore North Taluk. By order of the Court, Senior Sheristedar, City Civil Court, Bengaluru. A. SOMARAJU, Advocate, No.16, Basement, Amar Tower, 1st Cross, Gandhinagar, Bengaluru 560 009	[330, 772, 477, 990]
table-cell: ಶ್ರೀಮತಿ ಲಕ್ಷ್ಮಮ್ಮ	[655, 1550, 755, 1563]
table-cell: 13-10-2025 ಸಮಯ: 17.30	[161, 1033, 319, 1046]
table-cell: 2616.00	[1184, 993, 1285, 1006]
ad-subtitle: ಮರು ಟೆಂಡರ್ ಪ್ರಕಟಣೆ (ಇ-ಪ್ರಕ್ಯೂರ್‌ಮೆಂಟ್ ಪೋರ್ಟಲ್ ಮುಖಾಂತರ)	[10, 958, 319, 980]
table-cell: 17-10-2025 ಸಮಯ: 11.30	[161, 1071, 319, 1084]
table-cell: DMA/2025-26/RD/WORK_INDENT42475/CALL-2	[988, 1005, 1184, 1018]
dma-tender-table	[965, 967, 1285, 1093]
masthead-date: ಬೆಂಗಳೂರು ಗುರುವಾರ, 9 ಅಕ್ಟೋಬರ್ 2025	[6, 4, 191, 18]
table-cell: 02-03ಗು	[969, 1550, 1023, 1563]
ad-subtitle: ಕಾರ್ಯನಿರ್ವಾಹಕ ಇಂಜಿನಿಯರು, ಲೋಕೋಪಯೋಗಿ ಇಲಾಖೆ ವಿಭಾಗ, ಕೊಪ್ಪಳ	[481, 1109, 803, 1124]
table-cell: 2	[966, 1043, 988, 1056]
ad-body: ಕರ್ನಾಟಕ ಸರ್ಕಾರದ ಸಂಗ್ರಹಣೆಯಲ್ಲಿ ಪಾರದರ್ಶಕತೆ ಅಧಿನಿಯಮ 1999-2000 ರಡಿಯಲ್ಲಿ ನಗರಸಭೆ ವ್ಯಾಪ್ತಿಯ ಕಾಮಗಾರಿಗಳನ್ನು ನಿರ್ವಹಿಸಲು ಅರ್ಹ ಗುತ್ತಿಗೆದಾರರಿಂದ ಇ-ಪ್ರಕ್ಯೂರ್‌ಮೆಂಟ್ ಮುಖಾಂತರ ಟೆಂಡರ್‌ಗಳನ್ನು ಆಹ್ವಾನಿಸಲಾಗಿದೆ. ಹೆಚ್ಚಿನ ವಿವರಗಳಿಗೆ ವೆಬ್‌ಸೈಟ್ https://kppp.karnataka.gov.in ನೋಡುವುದು. ದೂರವಾಣಿ: 08373-260002, 9448868671	[10, 982, 319, 1026]
kannada-notice-4	[1119, 410, 1289, 840]
table-cell: SAROJA	[11, 823, 69, 845]
ad-body: BETWEEN: Sri. PRAMOD. S @ PRAMOD SHETTY ... PETITIONER AND SRI. GOVINDARAJU AND ANOTHER ... RESPONDENTS. NOTICE TO RESPONDENT NO.1: Address of Respondent No.1: SRI. GOVINDARAJU, S/o Chandrappa, No: 21/A, Vaddarahalli, Dasanapura Hobli, Bengaluru 562130. The petitioner has filed the above case for compensation of Rs.10,00,000/- for the injury of PRAMOD S @ PRAMOD SHETTY in Motor Vehicle Accident caused by the Ashok Leyland Truck bearing Reg. No. KA-52-E-2759 on 29-05-2025 at about 12:30 A.M. You are hereby directed to appear before the Honorable court on 12-11-2025 at 11:00 A.M. either in person or through your counsel, failing which the matter will be heard and decided in your absence. Given under my hand and seal of the court on 25-09-2025. By order of the court, Asst. Registrar, Court of Small Causes, Bengaluru. K. CHANDRA SHEKHAR, Advocate	[1123, 74, 1285, 273]
ad-address: ಮಾರುತಿ ಬಡಾವಣೆ, 1ನೇ ಹಂತ, ಮಾರುತಿ ನಗರ, ಮಾಲೂರು-563130, ಕೋಲಾರ ಜಿಲ್ಲೆ. ದೂರವಾಣಿ: 08151-299920 Web Site: www.malur.tpa.gov.in, Email: ms.malur.planning.authority@gmail.com	[636, 1439, 1272, 1449]
tender-pwd-koppal	[326, 1094, 958, 1410]
table-cell: ಕೃಷಿ	[1023, 1538, 1159, 1551]
change-of-name-1	[326, 30, 481, 190]
table-row	[966, 1043, 1285, 1056]
yellow-dot	[1142, 2007, 1151, 2016]
masthead	[0, 0, 1295, 26]
table-cell: 2ಎ-00ಗು	[969, 1525, 1023, 1538]
table-cell: DMA/2025/26/RD/WORK_INDENT 45809/CALL-2	[988, 980, 1184, 993]
magenta-dot	[121, 2007, 130, 2016]
table-cell: ಶ್ರೀ ನಾರಾಯಣಸ್ವಾಮಿ	[655, 1538, 755, 1551]
table-cell: 1	[966, 1030, 988, 1043]
reader-info-box	[484, 863, 639, 1090]
ad-subtitle: (ಕರ್ನಾಟಕ ಸರ್ಕಾರದ ಸ್ವಾಮ್ಯಕ್ಕೆ ಒಳಪಟ್ಟ ಸಂಸ್ಥೆ)	[109, 1369, 220, 1378]
table-row	[966, 980, 1285, 993]
